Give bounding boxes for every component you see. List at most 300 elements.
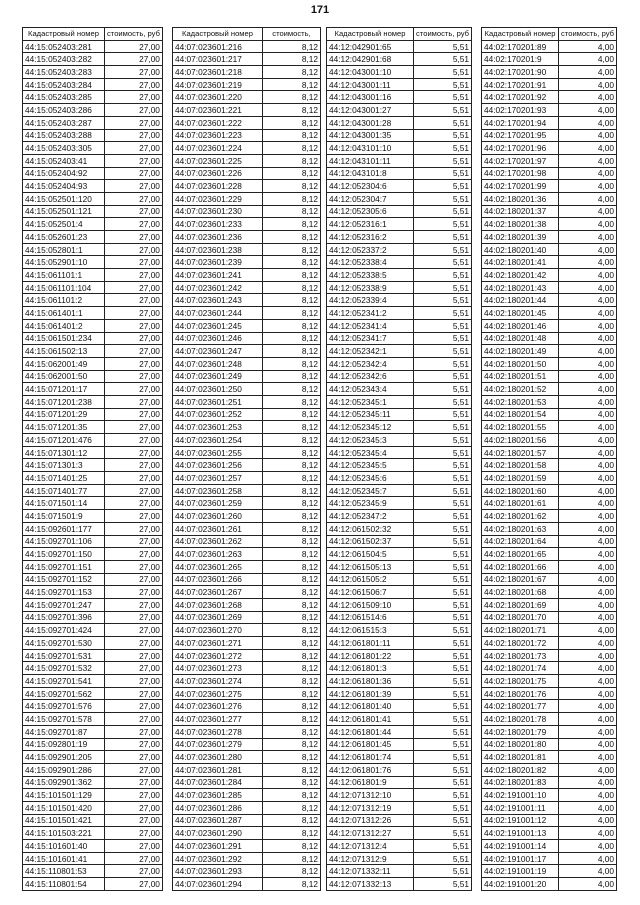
table-row [173, 776, 321, 789]
cost-cell: 5,51 [414, 434, 472, 447]
cadastral-number-cell: 44:15:092701:541 [23, 675, 105, 688]
cost-cell: 4,00 [559, 611, 617, 624]
cost-cell: 5,51 [414, 192, 472, 205]
table-row [327, 459, 472, 472]
table-row [173, 560, 321, 573]
cadastral-number-cell: 44:07:023601:250 [173, 383, 263, 396]
cost-cell: 4,00 [559, 142, 617, 155]
cadastral-number-cell: 44:02:180201:73 [482, 649, 559, 662]
cadastral-number-cell: 44:15:101601:40 [23, 840, 105, 853]
table-row [327, 307, 472, 320]
cadastral-number-cell: 44:12:052345:6 [327, 472, 414, 485]
table-row [23, 763, 163, 776]
table-row [173, 192, 321, 205]
table-row [173, 446, 321, 459]
cost-cell: 4,00 [559, 332, 617, 345]
cadastral-number-cell: 44:02:180201:57 [482, 446, 559, 459]
table-row [327, 776, 472, 789]
cost-cell: 8,12 [263, 738, 321, 751]
table-row [327, 789, 472, 802]
cadastral-number-cell: 44:15:071301:3 [23, 459, 105, 472]
table-row [327, 535, 472, 548]
cadastral-number-cell: 44:07:023601:233 [173, 218, 263, 231]
table-row [327, 383, 472, 396]
cadastral-number-cell: 44:12:052342:4 [327, 357, 414, 370]
table-row [173, 383, 321, 396]
cadastral-number-cell: 44:07:023601:274 [173, 675, 263, 688]
cost-cell: 8,12 [263, 66, 321, 79]
table-row [173, 40, 321, 53]
cost-cell: 5,51 [414, 763, 472, 776]
cadastral-number-cell: 44:02:180201:69 [482, 598, 559, 611]
cost-cell: 5,51 [414, 586, 472, 599]
cadastral-number-cell: 44:07:023601:267 [173, 586, 263, 599]
cadastral-number-cell: 44:12:061514:6 [327, 611, 414, 624]
cost-cell: 4,00 [559, 154, 617, 167]
cost-cell: 4,00 [559, 231, 617, 244]
table-row [173, 878, 321, 891]
table-row [482, 281, 617, 294]
table-row [482, 269, 617, 282]
cadastral-number-cell: 44:15:092901:362 [23, 776, 105, 789]
table-row [23, 598, 163, 611]
cost-cell: 27,00 [105, 840, 163, 853]
cadastral-number-cell: 44:12:061505:13 [327, 560, 414, 573]
cost-cell: 27,00 [105, 713, 163, 726]
cadastral-number-cell: 44:15:052801:1 [23, 243, 105, 256]
cadastral-number-cell: 44:15:061101:104 [23, 281, 105, 294]
table-row [173, 218, 321, 231]
cost-cell: 5,51 [414, 167, 472, 180]
cost-cell: 8,12 [263, 332, 321, 345]
table-row [173, 116, 321, 129]
table-row [482, 751, 617, 764]
cost-cell: 27,00 [105, 801, 163, 814]
table-row [327, 713, 472, 726]
cadastral-number-cell: 44:02:180201:67 [482, 573, 559, 586]
cost-cell: 8,12 [263, 205, 321, 218]
cost-cell: 8,12 [263, 789, 321, 802]
cost-cell: 4,00 [559, 167, 617, 180]
cadastral-number-cell: 44:07:023601:286 [173, 801, 263, 814]
cost-cell: 5,51 [414, 573, 472, 586]
cost-cell: 27,00 [105, 624, 163, 637]
table-row [327, 611, 472, 624]
cost-cell: 4,00 [559, 307, 617, 320]
table-row [482, 459, 617, 472]
table-row [482, 700, 617, 713]
table-row [482, 497, 617, 510]
cadastral-table-2 [172, 27, 321, 891]
cost-cell: 27,00 [105, 535, 163, 548]
table-row [327, 687, 472, 700]
table-row [482, 687, 617, 700]
table-row [23, 78, 163, 91]
cadastral-number-cell: 44:02:180201:45 [482, 307, 559, 320]
cadastral-number-cell: 44:02:180201:48 [482, 332, 559, 345]
table-row [173, 624, 321, 637]
table-row [23, 637, 163, 650]
cadastral-number-cell: 44:02:180201:70 [482, 611, 559, 624]
cadastral-number-cell: 44:15:052404:93 [23, 180, 105, 193]
cost-cell: 5,51 [414, 827, 472, 840]
cost-cell: 8,12 [263, 852, 321, 865]
cost-cell: 5,51 [414, 789, 472, 802]
cost-cell: 8,12 [263, 751, 321, 764]
cost-cell: 27,00 [105, 751, 163, 764]
table-row [173, 801, 321, 814]
table-row [173, 66, 321, 79]
cost-cell: 8,12 [263, 725, 321, 738]
cost-cell: 8,12 [263, 281, 321, 294]
cost-cell: 4,00 [559, 624, 617, 637]
cadastral-number-cell: 44:07:023601:230 [173, 205, 263, 218]
cost-cell: 4,00 [559, 662, 617, 675]
cost-cell: 8,12 [263, 357, 321, 370]
cadastral-number-cell: 44:02:180201:82 [482, 763, 559, 776]
table-row [23, 446, 163, 459]
cost-cell: 4,00 [559, 878, 617, 891]
cost-cell: 8,12 [263, 560, 321, 573]
cadastral-number-cell: 44:15:092701:578 [23, 713, 105, 726]
table-row [173, 751, 321, 764]
cadastral-number-cell: 44:02:180201:59 [482, 472, 559, 485]
cost-cell: 27,00 [105, 700, 163, 713]
cadastral-number-cell: 44:15:092701:153 [23, 586, 105, 599]
cadastral-number-cell: 44:12:061801:9 [327, 776, 414, 789]
cost-cell: 27,00 [105, 421, 163, 434]
cost-cell: 8,12 [263, 649, 321, 662]
cost-cell: 5,51 [414, 535, 472, 548]
cadastral-number-cell: 44:15:092701:150 [23, 548, 105, 561]
table-row [482, 345, 617, 358]
table-row [23, 142, 163, 155]
cost-cell: 27,00 [105, 446, 163, 459]
table-row [173, 675, 321, 688]
table-row [23, 281, 163, 294]
header-cadastral-number: Кадастровый номер [23, 28, 105, 41]
table-row [482, 383, 617, 396]
table-row [327, 66, 472, 79]
table-row [23, 535, 163, 548]
cost-cell: 5,51 [414, 319, 472, 332]
cost-cell: 27,00 [105, 598, 163, 611]
cost-cell: 5,51 [414, 687, 472, 700]
table-row [173, 167, 321, 180]
cadastral-number-cell: 44:15:062001:49 [23, 357, 105, 370]
table-row [23, 459, 163, 472]
cost-cell: 5,51 [414, 446, 472, 459]
table-row [23, 421, 163, 434]
cost-cell: 8,12 [263, 472, 321, 485]
table-row [482, 370, 617, 383]
table-row [482, 840, 617, 853]
cadastral-number-cell: 44:02:170201:90 [482, 66, 559, 79]
cadastral-number-cell: 44:02:170201:92 [482, 91, 559, 104]
table-row [23, 738, 163, 751]
cadastral-number-cell: 44:15:062001:50 [23, 370, 105, 383]
cadastral-number-cell: 44:02:170201:97 [482, 154, 559, 167]
cadastral-number-cell: 44:12:052338:9 [327, 281, 414, 294]
cost-cell: 5,51 [414, 649, 472, 662]
table-row [23, 801, 163, 814]
cost-cell: 5,51 [414, 624, 472, 637]
cadastral-number-cell: 44:12:061801:36 [327, 675, 414, 688]
table-row [327, 167, 472, 180]
table-row [482, 548, 617, 561]
cost-cell: 5,51 [414, 395, 472, 408]
table-row [173, 53, 321, 66]
cost-cell: 27,00 [105, 40, 163, 53]
cadastral-number-cell: 44:02:180201:53 [482, 395, 559, 408]
cost-cell: 27,00 [105, 637, 163, 650]
cadastral-number-cell: 44:07:023601:291 [173, 840, 263, 853]
table-row [482, 332, 617, 345]
cadastral-number-cell: 44:15:052403:285 [23, 91, 105, 104]
cadastral-number-cell: 44:15:061101:1 [23, 269, 105, 282]
cadastral-number-cell: 44:07:023601:229 [173, 192, 263, 205]
table-row [327, 104, 472, 117]
header-cost: стоимость, руб [414, 28, 472, 41]
cost-cell: 4,00 [559, 687, 617, 700]
cost-cell: 5,51 [414, 281, 472, 294]
cadastral-number-cell: 44:15:071301:12 [23, 446, 105, 459]
cost-cell: 4,00 [559, 192, 617, 205]
table-row [23, 53, 163, 66]
cost-cell: 4,00 [559, 725, 617, 738]
table-row [173, 548, 321, 561]
table-row [23, 231, 163, 244]
cost-cell: 27,00 [105, 53, 163, 66]
cadastral-number-cell: 44:12:061801:11 [327, 637, 414, 650]
table-row [23, 434, 163, 447]
table-row [23, 840, 163, 853]
cadastral-number-cell: 44:12:061506:7 [327, 586, 414, 599]
cadastral-number-cell: 44:15:101501:420 [23, 801, 105, 814]
cadastral-number-cell: 44:02:170201:9 [482, 53, 559, 66]
cadastral-number-cell: 44:12:071312:26 [327, 814, 414, 827]
cadastral-number-cell: 44:07:023601:244 [173, 307, 263, 320]
table-row [482, 307, 617, 320]
table-row [482, 243, 617, 256]
table-row [23, 357, 163, 370]
table-row [23, 573, 163, 586]
table-row [23, 256, 163, 269]
cadastral-number-cell: 44:02:180201:75 [482, 675, 559, 688]
table-row [23, 40, 163, 53]
cadastral-number-cell: 44:07:023601:268 [173, 598, 263, 611]
cost-cell: 8,12 [263, 484, 321, 497]
cadastral-number-cell: 44:15:052403:281 [23, 40, 105, 53]
table-row [173, 598, 321, 611]
cadastral-number-cell: 44:12:061801:44 [327, 725, 414, 738]
table-row [482, 827, 617, 840]
cadastral-number-cell: 44:12:052316:1 [327, 218, 414, 231]
cadastral-number-cell: 44:12:043001:11 [327, 78, 414, 91]
cadastral-number-cell: 44:12:061502:32 [327, 522, 414, 535]
cost-cell: 4,00 [559, 472, 617, 485]
cadastral-number-cell: 44:07:023601:281 [173, 763, 263, 776]
cost-cell: 27,00 [105, 192, 163, 205]
cadastral-number-cell: 44:07:023601:266 [173, 573, 263, 586]
table-row [482, 814, 617, 827]
cadastral-number-cell: 44:07:023601:263 [173, 548, 263, 561]
cadastral-number-cell: 44:07:023601:275 [173, 687, 263, 700]
table-row [327, 801, 472, 814]
cost-cell: 8,12 [263, 91, 321, 104]
cadastral-number-cell: 44:07:023601:221 [173, 104, 263, 117]
table-row [173, 294, 321, 307]
cadastral-number-cell: 44:07:023601:272 [173, 649, 263, 662]
cadastral-number-cell: 44:07:023601:271 [173, 637, 263, 650]
cost-cell: 4,00 [559, 180, 617, 193]
cadastral-number-cell: 44:15:092701:530 [23, 637, 105, 650]
cost-cell: 4,00 [559, 129, 617, 142]
table-row [482, 205, 617, 218]
cadastral-number-cell: 44:07:023601:236 [173, 231, 263, 244]
table-row [482, 789, 617, 802]
header-cost: стоимость, [263, 28, 321, 41]
table-row [327, 395, 472, 408]
table-row [482, 675, 617, 688]
cost-cell: 27,00 [105, 269, 163, 282]
cost-cell: 5,51 [414, 421, 472, 434]
cost-cell: 27,00 [105, 459, 163, 472]
table-row [482, 319, 617, 332]
table-row [327, 446, 472, 459]
cost-cell: 4,00 [559, 205, 617, 218]
table-row [173, 738, 321, 751]
cost-cell: 4,00 [559, 675, 617, 688]
cost-cell: 5,51 [414, 345, 472, 358]
header-cadastral-number: Кадастровый номер [482, 28, 559, 41]
table-row [482, 649, 617, 662]
cost-cell: 27,00 [105, 738, 163, 751]
cadastral-number-cell: 44:15:092701:531 [23, 649, 105, 662]
cadastral-number-cell: 44:02:191001:10 [482, 789, 559, 802]
cost-cell: 5,51 [414, 662, 472, 675]
cost-cell: 5,51 [414, 472, 472, 485]
cost-cell: 8,12 [263, 307, 321, 320]
cost-cell: 8,12 [263, 269, 321, 282]
table-row [23, 852, 163, 865]
table-row [173, 256, 321, 269]
cadastral-number-cell: 44:02:180201:71 [482, 624, 559, 637]
cadastral-number-cell: 44:07:023601:238 [173, 243, 263, 256]
table-row [327, 662, 472, 675]
cost-cell: 5,51 [414, 129, 472, 142]
cadastral-number-cell: 44:07:023601:262 [173, 535, 263, 548]
cost-cell: 8,12 [263, 446, 321, 459]
cadastral-number-cell: 44:15:052403:283 [23, 66, 105, 79]
cost-cell: 27,00 [105, 231, 163, 244]
cost-cell: 5,51 [414, 78, 472, 91]
cost-cell: 8,12 [263, 53, 321, 66]
cost-cell: 8,12 [263, 840, 321, 853]
cost-cell: 5,51 [414, 218, 472, 231]
cost-cell: 8,12 [263, 763, 321, 776]
cadastral-number-cell: 44:15:092701:247 [23, 598, 105, 611]
cost-cell: 8,12 [263, 231, 321, 244]
cadastral-number-cell: 44:12:071312:19 [327, 801, 414, 814]
table-row [173, 573, 321, 586]
table-row [23, 129, 163, 142]
table-row [23, 649, 163, 662]
cadastral-number-cell: 44:07:023601:252 [173, 408, 263, 421]
cadastral-number-cell: 44:15:052403:286 [23, 104, 105, 117]
table-row [327, 624, 472, 637]
table-row [327, 700, 472, 713]
cost-cell: 27,00 [105, 510, 163, 523]
cost-cell: 5,51 [414, 840, 472, 853]
cost-cell: 4,00 [559, 116, 617, 129]
cost-cell: 4,00 [559, 104, 617, 117]
cadastral-number-cell: 44:12:043101:11 [327, 154, 414, 167]
cadastral-number-cell: 44:15:052403:41 [23, 154, 105, 167]
cost-cell: 4,00 [559, 814, 617, 827]
cadastral-number-cell: 44:02:170201:99 [482, 180, 559, 193]
cost-cell: 5,51 [414, 484, 472, 497]
cost-cell: 4,00 [559, 865, 617, 878]
cadastral-number-cell: 44:12:071312:10 [327, 789, 414, 802]
table-row [23, 687, 163, 700]
cost-cell: 5,51 [414, 243, 472, 256]
table-row [23, 269, 163, 282]
cost-cell: 8,12 [263, 611, 321, 624]
table-row [482, 801, 617, 814]
cadastral-number-cell: 44:07:023601:265 [173, 560, 263, 573]
cadastral-number-cell: 44:15:071401:77 [23, 484, 105, 497]
cadastral-number-cell: 44:02:180201:72 [482, 637, 559, 650]
cost-cell: 8,12 [263, 700, 321, 713]
table-row [23, 624, 163, 637]
cost-cell: 5,51 [414, 497, 472, 510]
cost-cell: 5,51 [414, 814, 472, 827]
table-row [173, 763, 321, 776]
cost-cell: 8,12 [263, 345, 321, 358]
cost-cell: 5,51 [414, 801, 472, 814]
cost-cell: 8,12 [263, 459, 321, 472]
cost-cell: 5,51 [414, 332, 472, 345]
cost-cell: 8,12 [263, 167, 321, 180]
cadastral-number-cell: 44:07:023601:253 [173, 421, 263, 434]
cadastral-number-cell: 44:07:023601:248 [173, 357, 263, 370]
table-row [482, 78, 617, 91]
cost-cell: 8,12 [263, 675, 321, 688]
table-row [173, 510, 321, 523]
table-row [327, 370, 472, 383]
cost-cell: 4,00 [559, 91, 617, 104]
table-row [173, 725, 321, 738]
cadastral-number-cell: 44:15:052601:23 [23, 231, 105, 244]
table-row [23, 611, 163, 624]
cost-cell: 5,51 [414, 256, 472, 269]
cost-cell: 5,51 [414, 154, 472, 167]
cadastral-number-cell: 44:02:180201:49 [482, 345, 559, 358]
cadastral-number-cell: 44:15:092901:286 [23, 763, 105, 776]
cost-cell: 27,00 [105, 649, 163, 662]
table-row [482, 535, 617, 548]
cost-cell: 8,12 [263, 510, 321, 523]
table-row [327, 522, 472, 535]
cadastral-number-cell: 44:02:191001:14 [482, 840, 559, 853]
table-row [482, 40, 617, 53]
cost-cell: 27,00 [105, 522, 163, 535]
table-row [23, 484, 163, 497]
cost-cell: 8,12 [263, 598, 321, 611]
cost-cell: 5,51 [414, 307, 472, 320]
cadastral-number-cell: 44:02:180201:42 [482, 269, 559, 282]
